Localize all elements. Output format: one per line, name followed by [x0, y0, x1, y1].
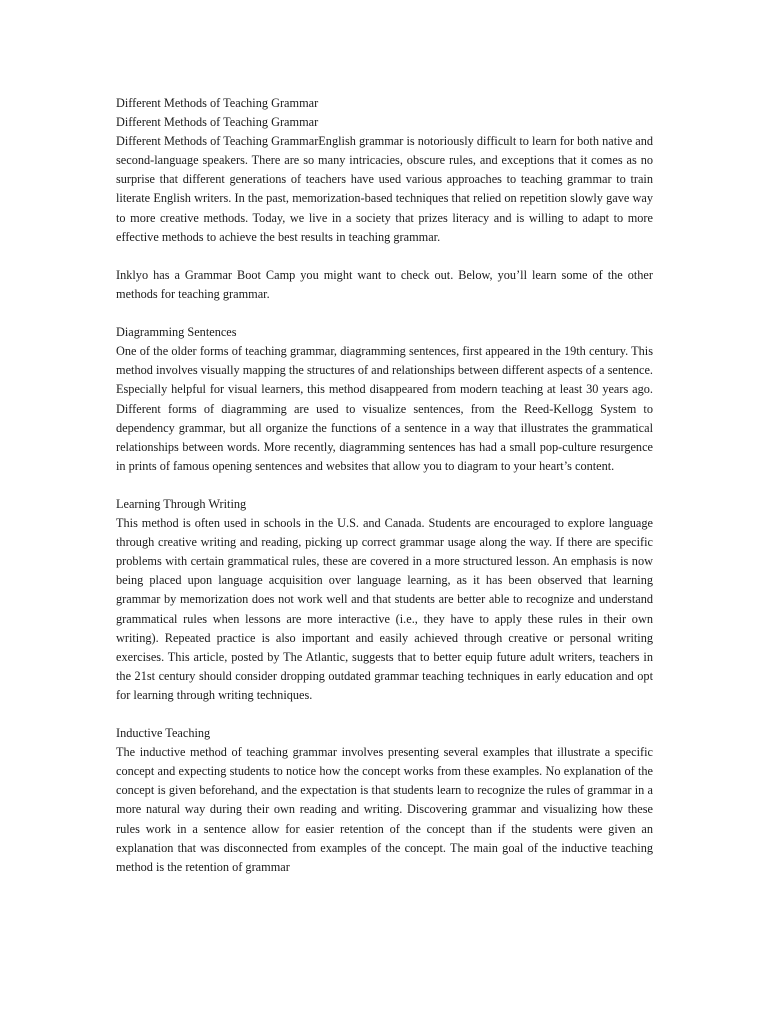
paragraph-gap — [116, 705, 653, 724]
section-body-diagramming: One of the older forms of teaching grammar, diagramming sentences, first appeared in the 19th century. This method involves visually mapping the structures of and relationships between different aspects of a sentence. Especially helpful for visual learners, this method disappeared from modern teaching at least 30 years ago. Different forms of diagramming are used to visualize sentences, from the Reed-Kellogg System to dependency grammar, but all organize the functions of a sentence in a way that illustrates the grammatical relationships between words. More recently, diagramming sentences has had a small pop-culture resurgence in prints of famous opening sentences and websites that allow you to diagram to your heart’s content. — [116, 344, 653, 473]
intro-paragraph: Different Methods of Teaching GrammarEnglish grammar is notoriously difficult to learn for both native and second-language speakers. There are so many intricacies, obscure rules, and exceptions that it comes as no surprise that different generations of teachers have used various approaches to teaching grammar to train literate English writers. In the past, memorization-based techniques that relied on repetition slowly gave way to more creative methods. Today, we live in a society that prizes literacy and is willing to adapt to more effective methods to achieve the best results in teaching grammar. — [116, 134, 653, 244]
section-heading-learning-through-writing: Learning Through Writing — [116, 496, 247, 511]
document-page — [116, 94, 653, 877]
title-line-1: Different Methods of Teaching Grammar — [116, 96, 319, 110]
section-body-learning-through-writing: This method is often used in schools in the U.S. and Canada. Students are encouraged to explore language through creative writing and reading, picking up correct grammar usage along the way. If there are specific problems with certain grammatical rules, these are covered in a more structured lesson. An emphasis is now being placed upon language acquisition over language learning, as it has been observed that learning grammar by memorization does not work well and that students are better able to recognize and understand grammatical rules when lessons are more interactive (i.e., they have to apply these rules in their own writing). Repeated practice is also important and easily achieved through creative or personal writing exercises. This article, posted by The Atlantic, suggests that to better equip future adult writers, teachers in the 21st century should consider dropping outdated grammar teaching techniques in early education and opt for learning through writing techniques. — [116, 516, 653, 702]
paragraph-gap — [116, 304, 653, 323]
paragraph-gap — [116, 476, 653, 495]
section-body-inductive-teaching: The inductive method of teaching grammar involves presenting several examples that illustrate a specific concept and expecting students to notice how the concept works from these examples. No explanation of the concept is given beforehand, and the expectation is that students learn to recognize the rules of grammar in a more natural way during their own reading and writing. Discovering grammar and visualizing how these rules work in a sentence allow for easier retention of the concept than if the students were given an explanation that was disconnected from examples of the concept. The main goal of the inductive teaching method is the retention of grammar — [116, 745, 653, 874]
inklyo-paragraph: Inklyo has a Grammar Boot Camp you might want to check out. Below, you’ll learn some of the other methods for teaching grammar. — [116, 267, 653, 301]
paragraph-gap — [116, 247, 653, 266]
title-line-2: Different Methods of Teaching Grammar — [116, 115, 319, 130]
section-heading-diagramming: Diagramming Sentences — [116, 325, 237, 340]
section-heading-inductive-teaching: Inductive Teaching — [116, 726, 211, 741]
